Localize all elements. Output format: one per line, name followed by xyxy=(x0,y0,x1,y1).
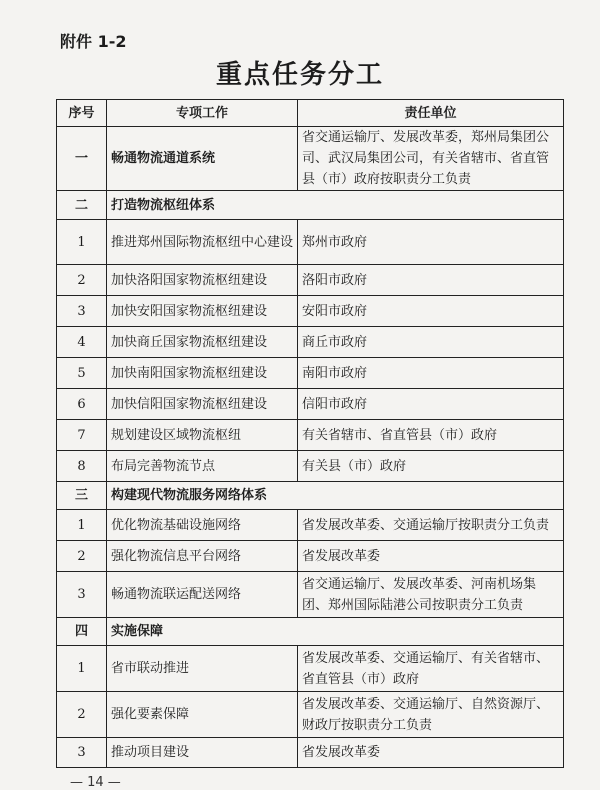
table-row xyxy=(57,451,564,482)
row-task: 加快洛阳国家物流枢纽建设 xyxy=(107,265,298,296)
row-no: 6 xyxy=(57,389,107,420)
section-title: 构建现代物流服务网络体系 xyxy=(107,482,564,510)
table-section-row xyxy=(57,482,564,510)
row-task: 畅通物流通道系统 xyxy=(107,127,298,191)
table-row xyxy=(57,692,564,738)
row-no: 二 xyxy=(57,191,107,220)
row-no: 4 xyxy=(57,327,107,358)
row-unit: 安阳市政府 xyxy=(298,296,564,327)
row-no: 三 xyxy=(57,482,107,510)
table-row xyxy=(57,265,564,296)
section-title: 实施保障 xyxy=(107,618,564,646)
row-unit: 有关县（市）政府 xyxy=(298,451,564,482)
row-task: 推进郑州国际物流枢纽中心建设 xyxy=(107,220,298,265)
row-unit: 省发展改革委、交通运输厅、自然资源厅、财政厅按职责分工负责 xyxy=(298,692,564,738)
row-no: 一 xyxy=(57,127,107,191)
table-row xyxy=(57,327,564,358)
row-unit: 省发展改革委 xyxy=(298,738,564,768)
table-section-row xyxy=(57,191,564,220)
row-unit: 商丘市政府 xyxy=(298,327,564,358)
row-task: 畅通物流联运配送网络 xyxy=(107,572,298,618)
row-task: 加快南阳国家物流枢纽建设 xyxy=(107,358,298,389)
row-task: 省市联动推进 xyxy=(107,646,298,692)
row-no: 1 xyxy=(57,220,107,265)
row-task: 加快信阳国家物流枢纽建设 xyxy=(107,389,298,420)
table-row xyxy=(57,510,564,541)
row-task: 加快安阳国家物流枢纽建设 xyxy=(107,296,298,327)
row-unit: 省发展改革委 xyxy=(298,541,564,572)
row-task: 规划建设区域物流枢纽 xyxy=(107,420,298,451)
row-unit: 省交通运输厅、发展改革委、河南机场集团、郑州国际陆港公司按职责分工负责 xyxy=(298,572,564,618)
table-row xyxy=(57,646,564,692)
page-number: — 14 — xyxy=(70,775,121,790)
row-no: 5 xyxy=(57,358,107,389)
row-task: 布局完善物流节点 xyxy=(107,451,298,482)
header-no: 序号 xyxy=(57,100,107,127)
row-no: 四 xyxy=(57,618,107,646)
row-no: 3 xyxy=(57,738,107,768)
row-task: 强化要素保障 xyxy=(107,692,298,738)
row-no: 3 xyxy=(57,296,107,327)
attachment-label: 附件 1-2 xyxy=(60,32,127,51)
table-row xyxy=(57,127,564,191)
table-row xyxy=(57,541,564,572)
table-section-row xyxy=(57,618,564,646)
table-row xyxy=(57,358,564,389)
row-unit: 南阳市政府 xyxy=(298,358,564,389)
row-unit: 郑州市政府 xyxy=(298,220,564,265)
row-no: 1 xyxy=(57,646,107,692)
row-unit: 有关省辖市、省直管县（市）政府 xyxy=(298,420,564,451)
row-no: 1 xyxy=(57,510,107,541)
row-no: 2 xyxy=(57,265,107,296)
row-task: 强化物流信息平台网络 xyxy=(107,541,298,572)
table-header-row xyxy=(57,100,564,127)
row-unit: 信阳市政府 xyxy=(298,389,564,420)
row-no: 8 xyxy=(57,451,107,482)
row-unit: 洛阳市政府 xyxy=(298,265,564,296)
row-no: 3 xyxy=(57,572,107,618)
row-unit: 省发展改革委、交通运输厅按职责分工负责 xyxy=(298,510,564,541)
row-task: 加快商丘国家物流枢纽建设 xyxy=(107,327,298,358)
row-no: 2 xyxy=(57,692,107,738)
row-unit: 省交通运输厅、发展改革委，郑州局集团公司、武汉局集团公司，有关省辖市、省直管县（市）政府按职责分工负责 xyxy=(298,127,564,191)
header-unit: 责任单位 xyxy=(298,100,564,127)
table-row xyxy=(57,389,564,420)
row-unit: 省发展改革委、交通运输厅、有关省辖市、省直管县（市）政府 xyxy=(298,646,564,692)
row-task: 优化物流基础设施网络 xyxy=(107,510,298,541)
section-title: 打造物流枢纽体系 xyxy=(107,191,564,220)
table-row xyxy=(57,220,564,265)
table-row xyxy=(57,572,564,618)
table-row xyxy=(57,738,564,768)
row-no: 2 xyxy=(57,541,107,572)
page-title: 重点任务分工 xyxy=(215,60,384,90)
row-task: 推动项目建设 xyxy=(107,738,298,768)
task-table xyxy=(56,99,564,768)
row-no: 7 xyxy=(57,420,107,451)
header-task: 专项工作 xyxy=(107,100,298,127)
table-row xyxy=(57,296,564,327)
table-row xyxy=(57,420,564,451)
